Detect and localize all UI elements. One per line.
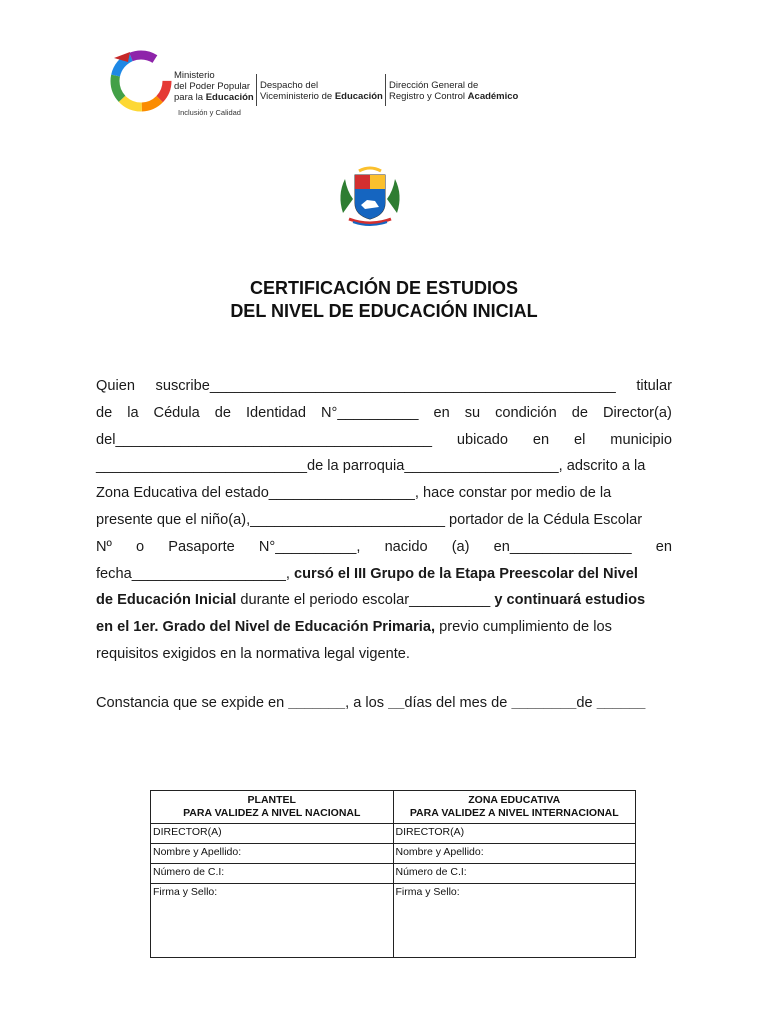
table-row	[151, 824, 636, 844]
ministry-logo-icon	[110, 50, 172, 112]
director-cell: DIRECTOR(A)	[151, 824, 394, 844]
ministry-line-2: del Poder Popular	[174, 81, 251, 92]
signature-cell: Firma y Sello:	[393, 884, 636, 958]
ministry-line-3: para la	[174, 92, 206, 103]
office-line-2: Viceministerio de	[260, 91, 335, 102]
column-header-zona: ZONA EDUCATIVA PARA VALIDEZ A NIVEL INTERNACIONAL	[393, 791, 636, 824]
signature-cell: Firma y Sello:	[151, 884, 394, 958]
body-line: requisitos exigidos en la normativa legal vigente.	[96, 645, 410, 662]
coat-of-arms-icon	[335, 165, 405, 227]
office-name	[260, 80, 383, 102]
letterhead	[110, 48, 550, 128]
table-row	[151, 884, 636, 958]
tagline: Inclusión y Calidad	[178, 108, 241, 117]
body-line: de Educación Inicial durante el periodo escolar__________ y continuará estudios	[96, 592, 646, 609]
body-line: Nº o Pasaporte N°__________, nacido (a) en_______________ en	[96, 538, 672, 555]
document-subtitle: DEL NIVEL DE EDUCACIÓN INICIAL	[230, 301, 538, 321]
header-divider	[385, 74, 386, 106]
ci-cell: Número de C.I:	[393, 864, 636, 884]
office-line-2-bold: Educación	[334, 91, 383, 102]
ministry-name	[174, 70, 254, 103]
issuance-line: Constancia que se expide en _______, a los __días del mes de ________de ______	[96, 695, 646, 711]
direction-line-1: Dirección General de	[389, 80, 479, 91]
director-cell: DIRECTOR(A)	[393, 824, 636, 844]
table-row	[151, 791, 636, 824]
office-line-1: Despacho del	[260, 80, 319, 91]
column-header-plantel: PLANTEL PARA VALIDEZ A NIVEL NACIONAL	[151, 791, 394, 824]
body-line: Quien suscribe__________________________________________________ titular	[96, 378, 672, 394]
name-cell: Nombre y Apellido:	[393, 844, 636, 864]
body-line: en el 1er. Grado del Nivel de Educación Primaria, previo cumplimiento de los	[96, 619, 612, 636]
signature-table	[150, 790, 636, 958]
body-line: fecha___________________, cursó el III Grupo de la Etapa Preescolar del Nivel	[96, 565, 638, 582]
ci-cell: Número de C.I:	[151, 864, 394, 884]
ministry-line-3-bold: Educación	[205, 92, 254, 103]
ministry-line-1: Ministerio	[174, 70, 215, 81]
certification-body	[96, 373, 672, 668]
header-divider	[256, 74, 257, 106]
body-line: de la Cédula de Identidad N°__________ en su condición de Director(a)	[96, 404, 672, 421]
direction-name	[389, 80, 518, 102]
document-title: CERTIFICACIÓN DE ESTUDIOS	[249, 278, 518, 298]
body-line: __________________________de la parroquia___________________, adscrito a la	[96, 458, 646, 475]
body-line: Zona Educativa del estado__________________, hace constar por medio de la	[96, 485, 612, 502]
direction-line-2-bold: Académico	[467, 91, 519, 102]
table-row	[151, 844, 636, 864]
name-cell: Nombre y Apellido:	[151, 844, 394, 864]
body-line: del_______________________________________ ubicado en el municipio	[96, 431, 672, 448]
table-row	[151, 864, 636, 884]
direction-line-2: Registro y Control	[389, 91, 468, 102]
body-line: presente que el niño(a),________________________ portador de la Cédula Escolar	[96, 511, 643, 528]
